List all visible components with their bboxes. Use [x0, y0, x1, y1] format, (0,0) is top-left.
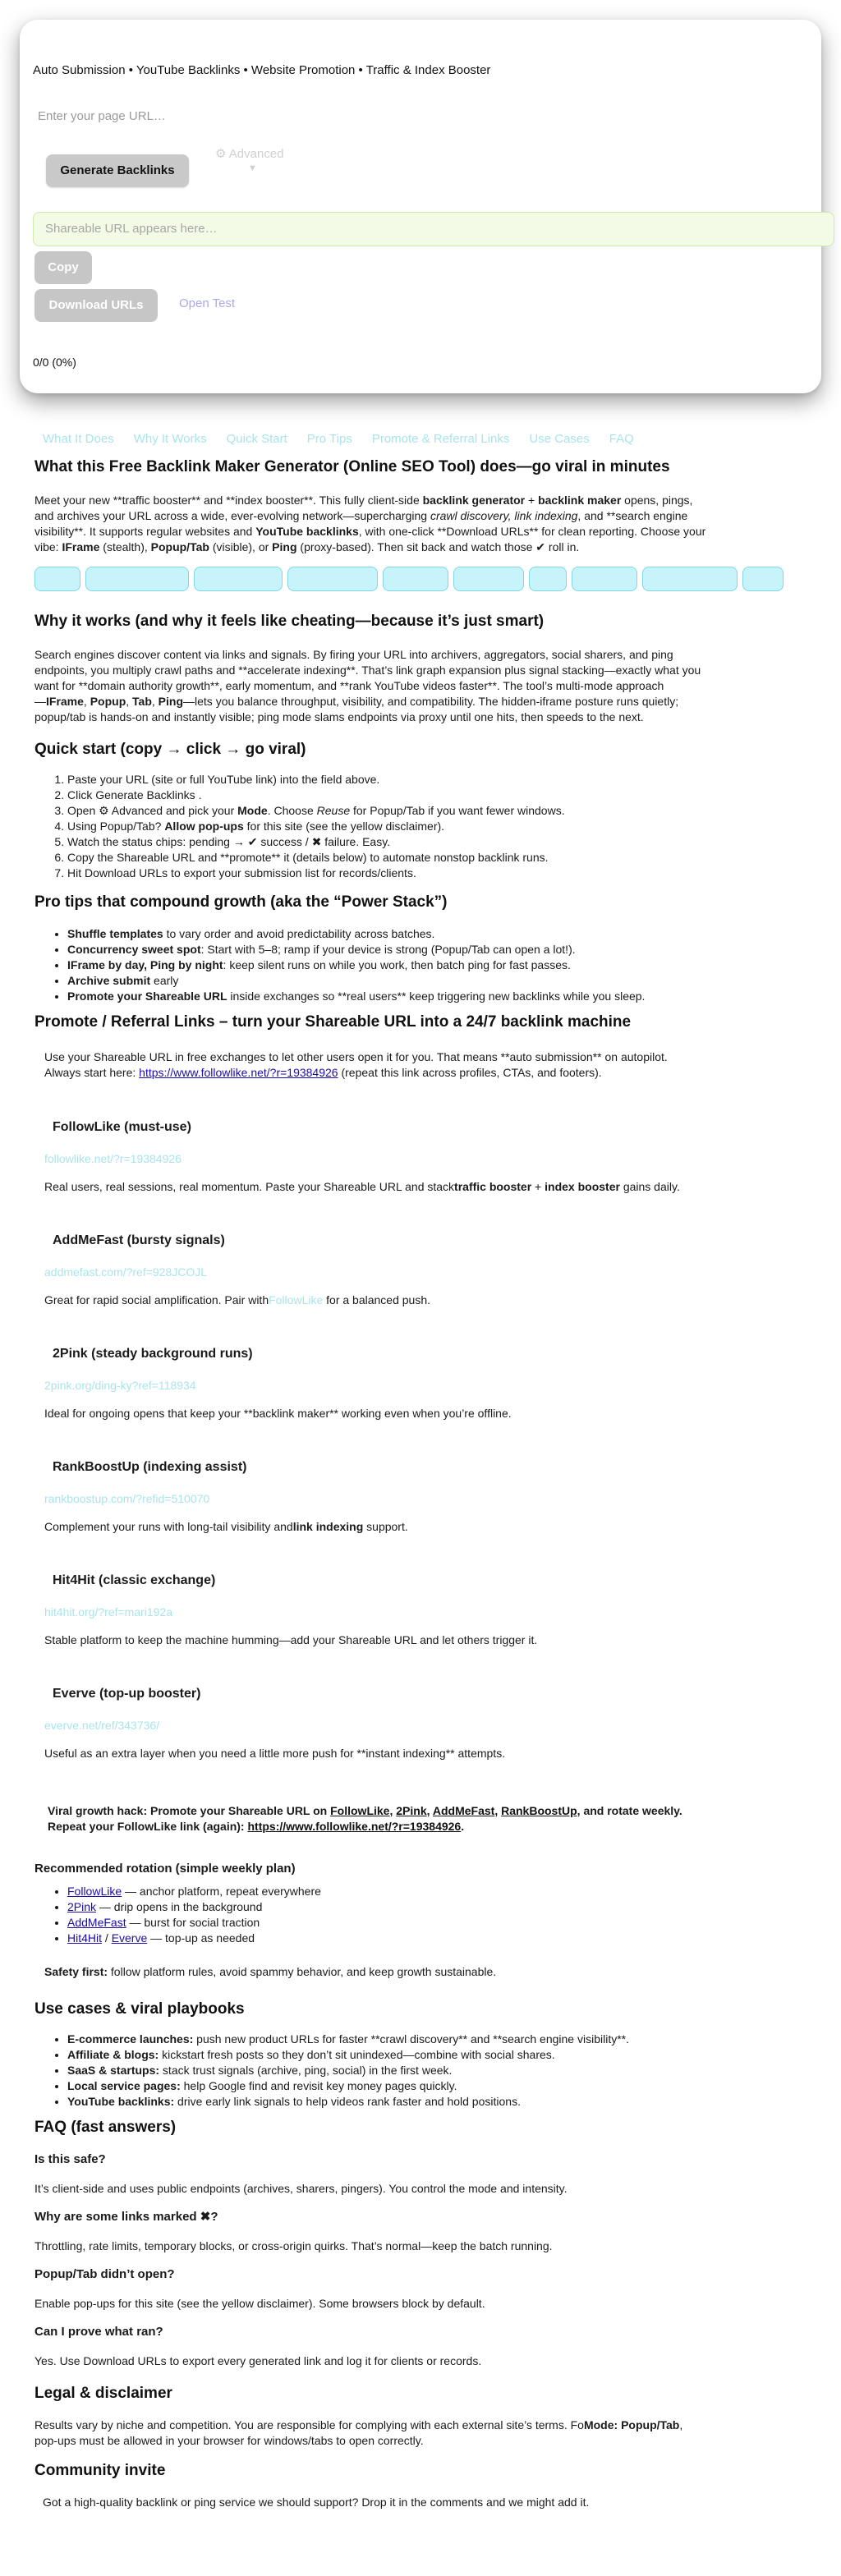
status-chip	[194, 567, 283, 591]
why-title: Why it works (and why it feels like cheating—because it’s just smart)	[34, 613, 545, 630]
twopink-desc: Ideal for ongoing opens that keep your **backlink maker** working even when you’re offline.	[44, 1407, 512, 1420]
everve-link[interactable]: everve.net/ref/343736/	[44, 1719, 160, 1732]
list-item: • Shuffle templates to vary order and avoid predictability across batches.	[67, 926, 815, 942]
hack-followlike-link[interactable]: FollowLike	[330, 1804, 390, 1817]
rankboostup-title: RankBoostUp (indexing assist)	[53, 1460, 247, 1474]
followlike-desc: Real users, real sessions, real momentum. Paste your Shareable URL and stacktraffic booster + index booster gains daily.	[44, 1180, 680, 1193]
chevron-down-icon[interactable]: ▼	[248, 163, 257, 173]
everve-desc: Useful as an extra layer when you need a little more push for **instant indexing** attempts.	[44, 1747, 506, 1760]
faq-answer: Throttling, rate limits, temporary blocks, or cross-origin quirks. That’s normal—keep the batch running.	[34, 2239, 553, 2252]
addmefast-desc: Great for rapid social amplification. Pair withFollowLike for a balanced push.	[44, 1293, 431, 1306]
rotation-followlike-link[interactable]: FollowLike	[67, 1885, 122, 1898]
list-item: 4. Using Popup/Tab? Allow pop-ups for this site (see the yellow disclaimer).	[67, 819, 815, 834]
nav-pro-tips[interactable]: Pro Tips	[306, 432, 352, 446]
list-item: • SaaS & startups: stack trust signals (archive, ping, social) in the first week.	[67, 2063, 815, 2078]
community-title: Community invite	[34, 2462, 166, 2479]
generate-backlinks-button[interactable]: Generate Backlinks	[46, 154, 189, 187]
list-item: • YouTube backlinks: drive early link signals to help videos rank faster and hold positions.	[67, 2094, 815, 2110]
progress-counter: 0/0 (0%)	[33, 356, 76, 369]
use-cases-list	[34, 2032, 815, 2110]
rotation-list	[34, 1884, 815, 1946]
tagline: Auto Submission • YouTube Backlinks • Website Promotion • Traffic & Index Booster	[33, 63, 491, 77]
status-chip	[85, 567, 189, 591]
why-paragraph: Search engines discover content via links and signals. By firing your URL into archivers, aggregators, social sharers, and ping endpoints, you multiply crawl paths and **accelerate indexing**. That’s link graph expansion plus signal stacking—exactly what you want for **domain authority growth**, early momentum, and **rank YouTube videos faster**. The tool’s multi-mode approach —IFrame, Popup, Tab, Ping—lets you balance throughput, visibility, and compatibility. The hidden-iframe posture runs quietly; popup/tab is hands-on and instantly visible; ping mode slams endpoints via proxy until one hits, then speeds to the next.	[34, 648, 701, 723]
nav-why-it-works[interactable]: Why It Works	[133, 432, 207, 446]
viral-growth-hack: Viral growth hack: Promote your Shareable URL on FollowLike, 2Pink, AddMeFast, RankBoostUp, and rotate weekly. Repeat your FollowLike link (again): https://www.followlike.net/?r=19384926.	[48, 1804, 682, 1833]
faq-question: Why are some links marked ✖?	[34, 2210, 218, 2224]
url-input[interactable]	[36, 102, 805, 130]
quick-start-steps	[34, 772, 815, 881]
rotation-title: Recommended rotation (simple weekly plan)	[34, 1862, 296, 1876]
community-text: Got a high-quality backlink or ping service we should support? Drop it in the comments and we might add it.	[43, 2496, 590, 2509]
legal-title: Legal & disclaimer	[34, 2385, 172, 2402]
nav-promote[interactable]: Promote & Referral Links	[371, 432, 510, 446]
faq-answer: Enable pop-ups for this site (see the yellow disclaimer). Some browsers block by default.	[34, 2297, 485, 2310]
promote-title: Promote / Referral Links – turn your Shareable URL into a 24/7 backlink machine	[34, 1013, 632, 1031]
status-chip	[453, 567, 524, 591]
faq-question: Popup/Tab didn’t open?	[34, 2267, 175, 2281]
list-item: • IFrame by day, Ping by night: keep silent runs on while you work, then batch ping for fast passes.	[67, 957, 815, 973]
nav-what-it-does[interactable]: What It Does	[43, 432, 114, 446]
followlike-title: FollowLike (must-use)	[53, 1120, 191, 1134]
everve-title: Everve (top-up booster)	[53, 1687, 201, 1701]
nav-faq[interactable]: FAQ	[609, 432, 634, 446]
followlike-referral-link[interactable]: https://www.followlike.net/?r=19384926	[139, 1066, 338, 1079]
hack-2pink-link[interactable]: 2Pink	[396, 1804, 427, 1817]
shareable-url-placeholder: Shareable URL appears here…	[45, 221, 218, 236]
status-chip	[383, 567, 448, 591]
list-item: • Promote your Shareable URL inside exchanges so **real users** keep triggering new backlinks while you sleep.	[67, 989, 815, 1004]
twopink-link[interactable]: 2pink.org/ding-ky?ref=118934	[44, 1379, 196, 1392]
list-item: 1. Paste your URL (site or full YouTube link) into the field above.	[67, 772, 815, 787]
status-chip	[287, 567, 378, 591]
pro-tips-title: Pro tips that compound growth (aka the “Power Stack”)	[34, 893, 448, 911]
rankboostup-desc: Complement your runs with long-tail visibility andlink indexing support.	[44, 1520, 408, 1533]
hack-followlike-url[interactable]: https://www.followlike.net/?r=19384926	[247, 1820, 462, 1833]
legal-text: Results vary by niche and competition. You are responsible for complying with each external site’s terms. FoMode: Popup/Tab, pop-ups must be allowed in your browser for windows/tabs to open correctly.	[34, 2418, 683, 2447]
hit4hit-desc: Stable platform to keep the machine humming—add your Shareable URL and let others trigger it.	[44, 1633, 538, 1646]
nav-use-cases[interactable]: Use Cases	[529, 432, 590, 446]
list-item: • Archive submit early	[67, 973, 815, 989]
advanced-toggle[interactable]: ⚙ Advanced	[215, 147, 284, 161]
list-item: • E-commerce launches: push new product URLs for faster **crawl discovery** and **search engine visibility**.	[67, 2032, 815, 2047]
what-title: What this Free Backlink Maker Generator (Online SEO Tool) does—go viral in minutes	[34, 458, 670, 475]
status-chip	[742, 567, 784, 591]
faq-answer: Yes. Use Download URLs to export every generated link and log it for clients or records.	[34, 2354, 482, 2367]
list-item: • Affiliate & blogs: kickstart fresh posts so they don’t sit unindexed—combine with social shares.	[67, 2047, 815, 2063]
promote-intro: Use your Shareable URL in free exchanges to let other users open it for you. That means **auto submission** on autopilot. Always start here: https://www.followlike.net/?r=19384926 (repeat this link across profiles, CTAs, and footers).	[44, 1050, 668, 1079]
list-item: 2. Click Generate Backlinks .	[67, 787, 815, 803]
status-chip	[572, 567, 637, 591]
what-paragraph: Meet your new **traffic booster** and **index booster**. This fully client-side backlink generator + backlink maker opens, pings, and archives your URL across a wide, ever-evolving network—supercharging crawl discovery, link indexing, and **search engine visibility**. It supports regular websites and YouTube backlinks, with one-click **Download URLs** for clean reporting. Choose your vibe: IFrame (stealth), Popup/Tab (visible), or Ping (proxy-based). Then sit back and watch those ✔ roll in.	[34, 494, 706, 553]
list-item: 5. Watch the status chips: pending → ✔ success / ✖ failure. Easy.	[67, 834, 815, 850]
shareable-url-field[interactable]	[33, 212, 834, 246]
status-chip	[529, 567, 567, 591]
nav-quick-start[interactable]: Quick Start	[226, 432, 287, 446]
list-item: • Local service pages: help Google find and revisit key money pages quickly.	[67, 2078, 815, 2094]
copy-button[interactable]: Copy	[34, 251, 92, 284]
addmefast-link[interactable]: addmefast.com/?ref=928JCOJL	[44, 1265, 208, 1279]
followlike-link[interactable]: followlike.net/?r=19384926	[44, 1152, 182, 1165]
status-chips	[34, 567, 823, 593]
hit4hit-title: Hit4Hit (classic exchange)	[53, 1573, 216, 1587]
hit4hit-link[interactable]: hit4hit.org/?ref=mari192a	[44, 1605, 173, 1619]
open-test-link[interactable]: Open Test	[179, 296, 236, 310]
faq-title: FAQ (fast answers)	[34, 2119, 177, 2136]
list-item: 3. Open ⚙ Advanced and pick your Mode. Choose Reuse for Popup/Tab if you want fewer windows.	[67, 803, 815, 819]
list-item: 6. Copy the Shareable URL and **promote** it (details below) to automate nonstop backlink runs.	[67, 850, 815, 866]
pro-tips-list	[34, 926, 815, 1004]
rotation-everve-link[interactable]: Everve	[111, 1931, 148, 1945]
rotation-hit4hit-link[interactable]: Hit4Hit	[67, 1931, 103, 1945]
hack-addmefast-link[interactable]: AddMeFast	[432, 1804, 495, 1817]
status-chip	[642, 567, 738, 591]
hack-rankboostup-link[interactable]: RankBoostUp	[501, 1804, 577, 1817]
use-cases-title: Use cases & viral playbooks	[34, 2000, 245, 2018]
list-item: • FollowLike — anchor platform, repeat everywhere	[67, 1884, 815, 1899]
list-item: • Hit4Hit / Everve — top-up as needed	[67, 1931, 815, 1946]
followlike-inline-link[interactable]: FollowLike	[269, 1293, 324, 1306]
download-urls-button[interactable]: Download URLs	[34, 289, 158, 322]
list-item: • AddMeFast — burst for social traction	[67, 1915, 815, 1931]
faq-question: Is this safe?	[34, 2152, 106, 2166]
addmefast-title: AddMeFast (bursty signals)	[53, 1233, 225, 1247]
safety-note: Safety first: follow platform rules, avoid spammy behavior, and keep growth sustainable.	[44, 1965, 497, 1978]
twopink-title: 2Pink (steady background runs)	[53, 1347, 253, 1361]
rotation-2pink-link[interactable]: 2Pink	[67, 1900, 97, 1913]
rotation-addmefast-link[interactable]: AddMeFast	[67, 1916, 126, 1929]
section-nav	[43, 431, 654, 448]
status-chip	[34, 567, 80, 591]
list-item: • 2Pink — drip opens in the background	[67, 1899, 815, 1915]
rankboostup-link[interactable]: rankboostup.com/?refid=510070	[44, 1492, 210, 1505]
faq-answer: It’s client-side and uses public endpoints (archives, sharers, pingers). You control the mode and intensity.	[34, 2182, 568, 2195]
faq-question: Can I prove what ran?	[34, 2325, 163, 2339]
list-item: • Concurrency sweet spot: Start with 5–8; ramp if your device is strong (Popup/Tab can open a lot!).	[67, 942, 815, 957]
list-item: 7. Hit Download URLs to export your submission list for records/clients.	[67, 866, 815, 881]
quick-start-title: Quick start (copy → click → go viral)	[34, 741, 306, 758]
